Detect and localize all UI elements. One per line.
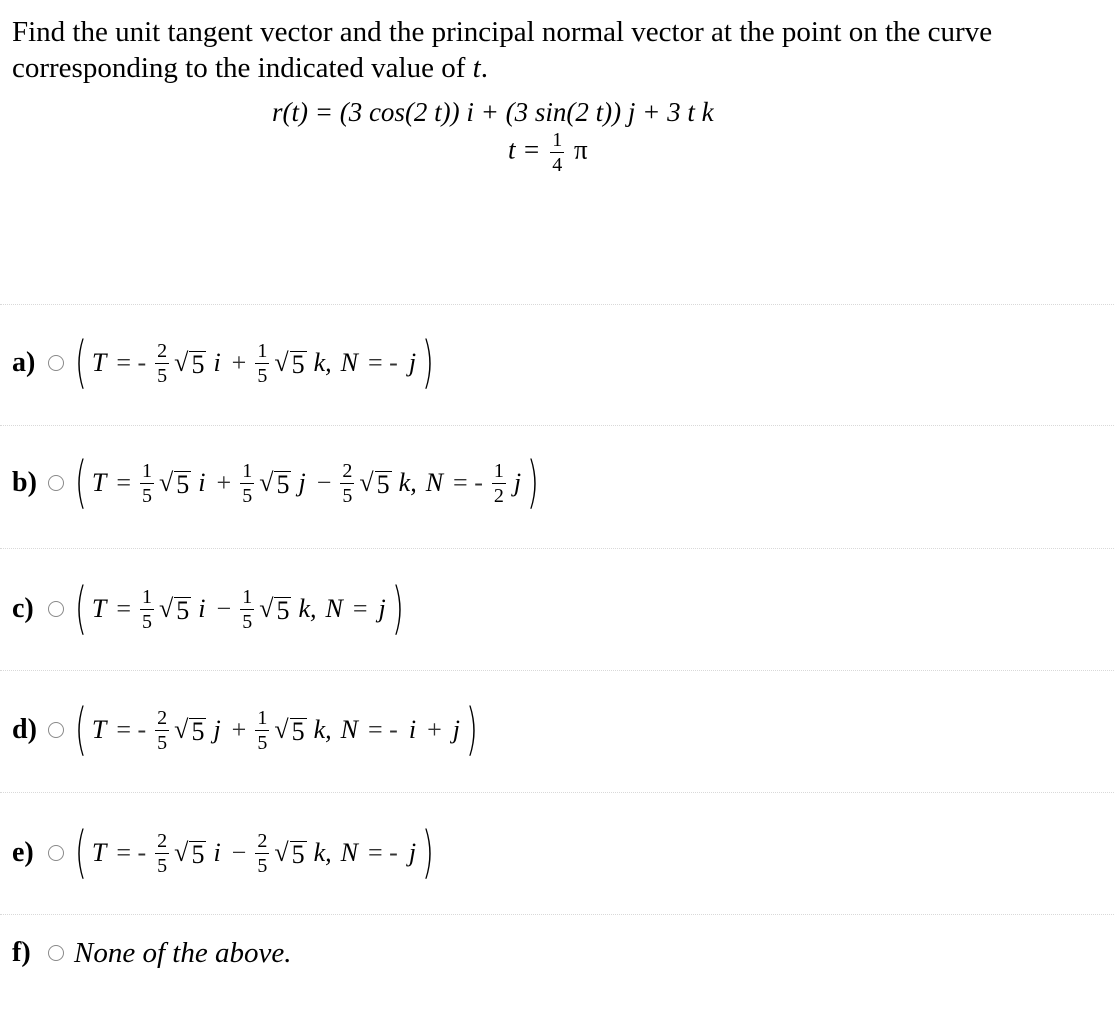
option-a-expression: ( T = - $\frac{2}{5}$ √ 5 i + $\frac{1}{5}$ √ 5 k, N = - j ) <box>74 330 435 395</box>
question-variable: t <box>472 52 481 84</box>
radio-button[interactable] <box>48 722 64 738</box>
option-c-expression: ( T = $\frac{1}{5}$ √ 5 i − $\frac{1}{5}$ √ 5 k, N = j ) <box>74 576 404 641</box>
option-d[interactable] <box>12 695 479 765</box>
curve-equation: r(t) = (3 cos(2 t)) i + (3 sin(2 t)) j + 3 t k <box>272 97 714 127</box>
option-d-expression: ( T = - $\frac{2}{5}$ √ 5 j + $\frac{1}{5}$ √ 5 k, N = - i + j ) <box>74 697 478 762</box>
option-letter: b) <box>12 467 37 498</box>
option-b[interactable] <box>12 448 540 518</box>
radio-button[interactable] <box>48 945 64 961</box>
option-c[interactable] <box>12 574 405 644</box>
radio-button[interactable] <box>48 601 64 617</box>
parameter-numerator: 1 <box>552 129 563 151</box>
option-f-text: None of the above. <box>74 936 292 969</box>
question-period: . <box>480 52 488 84</box>
divider <box>0 914 1114 915</box>
option-e[interactable] <box>12 818 435 888</box>
parameter-fraction <box>550 130 564 175</box>
option-e-expression: ( T = - $\frac{2}{5}$ √ 5 i − $\frac{2}{5}$ √ 5 k, N = - j ) <box>74 820 435 885</box>
option-letter: d) <box>12 714 37 745</box>
option-letter: c) <box>12 593 34 624</box>
radio-button[interactable] <box>48 475 64 491</box>
parameter-pi: π <box>573 134 588 165</box>
divider <box>0 304 1114 305</box>
option-letter: f) <box>12 937 31 968</box>
question-text <box>12 14 1102 86</box>
radio-button[interactable] <box>48 845 64 861</box>
option-letter: a) <box>12 347 36 378</box>
option-a[interactable] <box>12 328 435 398</box>
parameter-lhs: t = <box>508 134 541 165</box>
parameter-denominator: 4 <box>552 154 563 176</box>
divider <box>0 792 1114 793</box>
divider <box>0 548 1114 549</box>
parameter-value <box>508 130 588 175</box>
option-letter: e) <box>12 837 34 868</box>
question-body: Find the unit tangent vector and the principal normal vector at the point on the curve corresponding to the indicated value of <box>12 16 993 84</box>
divider <box>0 425 1114 426</box>
option-f[interactable] <box>12 918 291 988</box>
divider <box>0 670 1114 671</box>
radio-button[interactable] <box>48 355 64 371</box>
option-b-expression: ( T = $\frac{1}{5}$ √ 5 i + $\frac{1}{5}$ √ 5 j − $\frac{2}{5}$ √ 5 k, N = - $\frac{1}{2}$ j ) <box>74 450 540 515</box>
